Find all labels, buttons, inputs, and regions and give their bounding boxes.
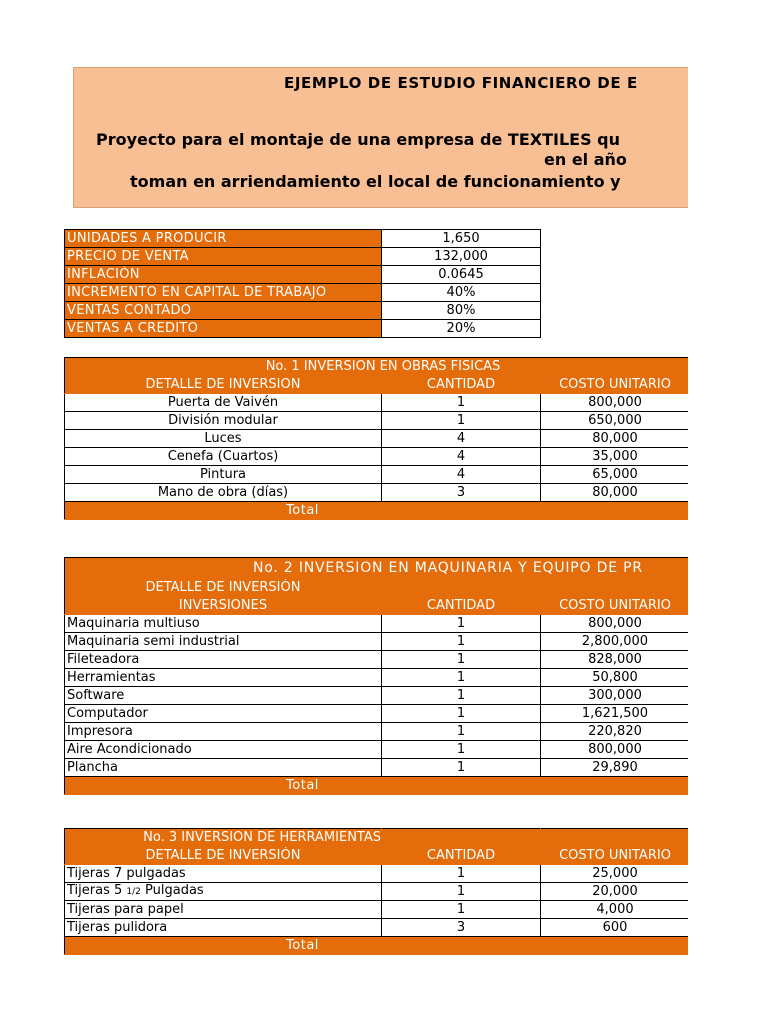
table-row <box>65 230 541 248</box>
cell-item[interactable]: Computador <box>65 705 382 723</box>
cell-item[interactable]: Plancha <box>65 759 382 777</box>
cell-cost[interactable]: 828,000 <box>541 651 689 669</box>
table-row <box>65 901 689 919</box>
cell-quantity[interactable]: 1 <box>382 723 541 741</box>
cell-item[interactable]: Fileteadora <box>65 651 382 669</box>
table-title-row <box>65 558 689 579</box>
cell-cost[interactable]: 80,000 <box>541 430 689 448</box>
cell-item[interactable]: Maquinaria multiuso <box>65 615 382 633</box>
column-header-unit-cost: COSTO UNITARIO <box>541 847 689 865</box>
cell-cost[interactable]: 35,000 <box>541 448 689 466</box>
table-row <box>65 883 689 901</box>
column-header-detail: DETALLE DE INVERSIÓN <box>65 847 382 865</box>
table-header-row <box>65 597 689 615</box>
cell-quantity[interactable]: 1 <box>382 705 541 723</box>
cell-item[interactable]: Impresora <box>65 723 382 741</box>
title-banner <box>73 67 688 208</box>
column-header-quantity: CANTIDAD <box>382 597 541 615</box>
table-row <box>65 430 689 448</box>
table-row <box>65 919 689 937</box>
document-title: EJEMPLO DE ESTUDIO FINANCIERO DE E <box>284 74 638 92</box>
cell-quantity[interactable]: 1 <box>382 651 541 669</box>
table-row <box>65 284 541 302</box>
cell-cost[interactable]: 4,000 <box>541 901 689 919</box>
total-row <box>65 502 689 520</box>
total-label: Total <box>65 502 541 520</box>
table-title: No. 2 INVERSION EN MAQUINARIA Y EQUIPO DE PR <box>65 558 689 579</box>
param-value[interactable]: 40% <box>382 284 541 302</box>
cell-quantity[interactable]: 1 <box>382 412 541 430</box>
column-header-unit-cost: COSTO UNITARIO <box>541 597 689 615</box>
table-row <box>65 705 689 723</box>
total-row <box>65 937 689 955</box>
cell-quantity[interactable]: 1 <box>382 615 541 633</box>
cell-cost[interactable]: 80,000 <box>541 484 689 502</box>
cell-item[interactable]: Tijeras pulidora <box>65 919 382 937</box>
cell-item[interactable]: Cenefa (Cuartos) <box>65 448 382 466</box>
table-row <box>65 266 541 284</box>
cell-item[interactable]: Aire Acondicionado <box>65 741 382 759</box>
cell-quantity[interactable]: 1 <box>382 901 541 919</box>
table-title-row <box>65 358 689 376</box>
cell-quantity[interactable]: 1 <box>382 883 541 901</box>
table-row <box>65 412 689 430</box>
cell-quantity[interactable]: 3 <box>382 919 541 937</box>
table-subtitle-row <box>65 579 689 597</box>
column-header-quantity: CANTIDAD <box>382 376 541 394</box>
cell-item[interactable]: Pintura <box>65 466 382 484</box>
cell-cost[interactable]: 25,000 <box>541 865 689 883</box>
table-row <box>65 741 689 759</box>
cell-item[interactable]: Mano de obra (días) <box>65 484 382 502</box>
total-row <box>65 777 689 795</box>
total-label: Total <box>65 937 541 955</box>
table-subtitle: DETALLE DE INVERSIÓN <box>65 579 382 597</box>
param-label: UNIDADES A PRODUCIR <box>65 230 382 248</box>
column-header-quantity: CANTIDAD <box>382 847 541 865</box>
cell-quantity[interactable]: 1 <box>382 741 541 759</box>
param-value[interactable]: 0.0645 <box>382 266 541 284</box>
investment-table-2 <box>64 557 688 795</box>
cell-quantity[interactable]: 4 <box>382 430 541 448</box>
cell-cost[interactable]: 29,890 <box>541 759 689 777</box>
cell-item[interactable]: Tijeras 5 1/2 Pulgadas <box>65 883 382 901</box>
cell-cost[interactable]: 2,800,000 <box>541 633 689 651</box>
cell-cost[interactable]: 800,000 <box>541 394 689 412</box>
param-label: VENTAS A CREDITO <box>65 320 382 338</box>
column-header-detail: DETALLE DE INVERSION <box>65 376 382 394</box>
cell-quantity[interactable]: 1 <box>382 687 541 705</box>
param-label: PRECIO DE VENTA <box>65 248 382 266</box>
table-header-row <box>65 376 689 394</box>
cell-item[interactable]: División modular <box>65 412 382 430</box>
table-title-row <box>65 829 689 847</box>
table-row <box>65 466 689 484</box>
table-title: No. 1 INVERSION EN OBRAS FISICAS <box>265 358 501 374</box>
table-row <box>65 723 689 741</box>
cell-cost[interactable]: 300,000 <box>541 687 689 705</box>
param-label: VENTAS CONTADO <box>65 302 382 320</box>
cell-cost[interactable]: 650,000 <box>541 412 689 430</box>
table-row <box>65 248 541 266</box>
table-title: No. 3 INVERSION DE HERRAMIENTAS <box>65 829 382 847</box>
table-row <box>65 759 689 777</box>
column-header-unit-cost: COSTO UNITARIO <box>541 376 689 394</box>
param-value[interactable]: 1,650 <box>382 230 541 248</box>
cell-quantity[interactable]: 4 <box>382 448 541 466</box>
table-row <box>65 615 689 633</box>
cell-quantity[interactable]: 1 <box>382 633 541 651</box>
param-value[interactable]: 132,000 <box>382 248 541 266</box>
investment-table-1 <box>64 357 688 520</box>
table-row <box>65 320 541 338</box>
cell-item[interactable]: Herramientas <box>65 669 382 687</box>
table-row <box>65 865 689 883</box>
project-description-line-1: Proyecto para el montaje de una empresa de TEXTILES qu <box>96 130 621 149</box>
investment-table-3 <box>64 828 688 955</box>
table-row <box>65 448 689 466</box>
param-value[interactable]: 80% <box>382 302 541 320</box>
cell-quantity[interactable]: 1 <box>382 394 541 412</box>
table-row <box>65 687 689 705</box>
cell-cost[interactable]: 800,000 <box>541 741 689 759</box>
cell-item[interactable]: Luces <box>65 430 382 448</box>
cell-item[interactable]: Maquinaria semi industrial <box>65 633 382 651</box>
cell-quantity[interactable]: 1 <box>382 669 541 687</box>
param-value[interactable]: 20% <box>382 320 541 338</box>
cell-item[interactable]: Tijeras 7 pulgadas <box>65 865 382 883</box>
cell-cost[interactable]: 50,800 <box>541 669 689 687</box>
project-description-line-3: toman en arriendamiento el local de funcionamiento y <box>130 172 621 191</box>
fraction-text: 1/2 <box>126 887 141 897</box>
param-label: INCREMENTO EN CAPITAL DE TRABAJO <box>65 284 382 302</box>
cell-cost[interactable]: 220,820 <box>541 723 689 741</box>
cell-quantity[interactable]: 3 <box>382 484 541 502</box>
cell-cost[interactable]: 65,000 <box>541 466 689 484</box>
cell-item[interactable]: Puerta de Vaivén <box>65 394 382 412</box>
cell-cost[interactable]: 20,000 <box>541 883 689 901</box>
total-label: Total <box>65 777 541 795</box>
param-label: INFLACIÓN <box>65 266 382 284</box>
table-row <box>65 651 689 669</box>
table-row <box>65 484 689 502</box>
cell-quantity[interactable]: 1 <box>382 759 541 777</box>
cell-item[interactable]: Software <box>65 687 382 705</box>
column-header-investments: INVERSIONES <box>65 597 382 615</box>
cell-cost[interactable]: 800,000 <box>541 615 689 633</box>
table-row <box>65 669 689 687</box>
table-row <box>65 633 689 651</box>
cell-cost[interactable]: 600 <box>541 919 689 937</box>
table-row <box>65 394 689 412</box>
parameters-table <box>64 229 541 338</box>
table-row <box>65 302 541 320</box>
table-header-row <box>65 847 689 865</box>
cell-cost[interactable]: 1,621,500 <box>541 705 689 723</box>
cell-quantity[interactable]: 1 <box>382 865 541 883</box>
cell-quantity[interactable]: 4 <box>382 466 541 484</box>
project-description-line-2: en el año <box>544 150 627 169</box>
cell-item[interactable]: Tijeras para papel <box>65 901 382 919</box>
